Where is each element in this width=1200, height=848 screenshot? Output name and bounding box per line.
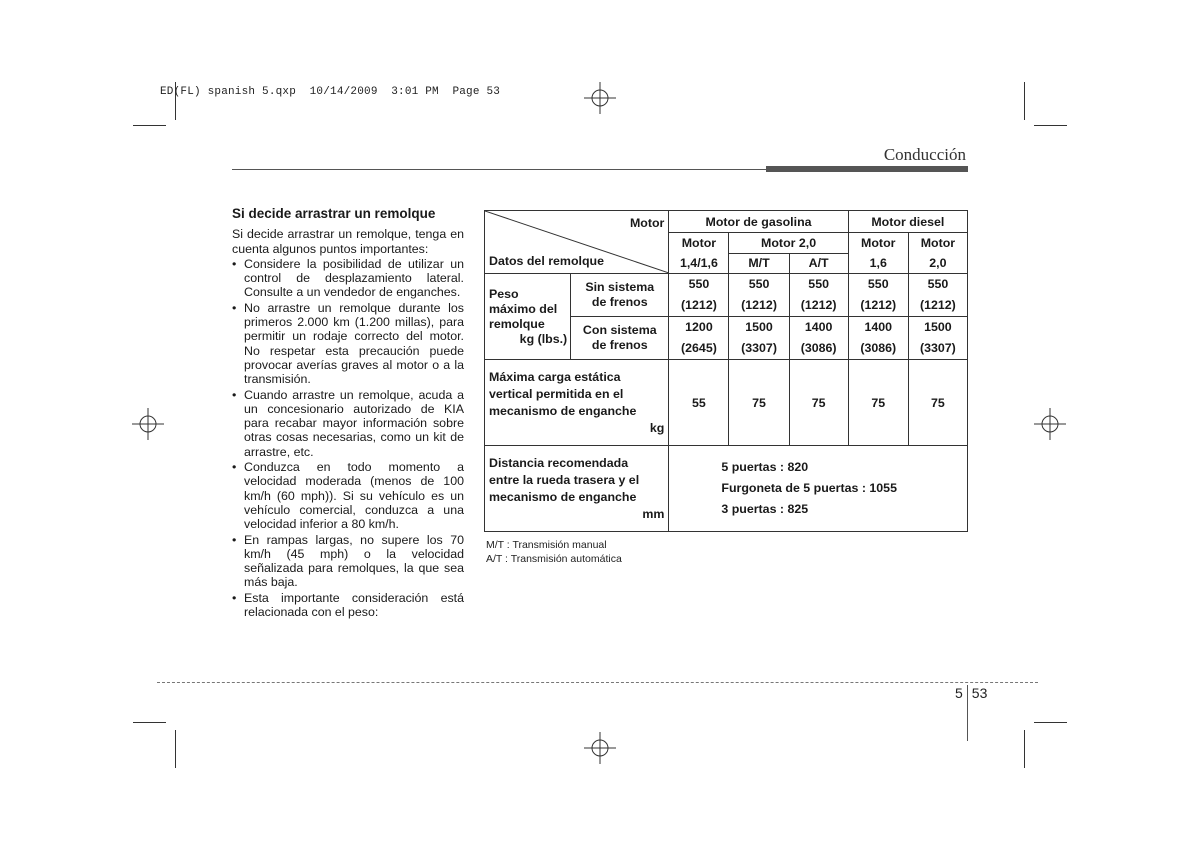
table-cell: 550 (1212): [729, 274, 789, 317]
table-cell: 1200 (2645): [669, 317, 729, 360]
table-cell: 1400 (3086): [848, 317, 908, 360]
chapter-number: 5: [955, 685, 963, 701]
table-cell: 1500 (3307): [729, 317, 789, 360]
crop-mark: [133, 722, 166, 723]
list-item: • Considere la posibilidad de utilizar un control de desplazamiento lateral. Consulte a un vendedor de enganches.: [232, 257, 464, 300]
motor-label: Motor: [861, 236, 896, 250]
footer-dotted-rule: [157, 682, 1038, 683]
table-cell: 550 (1212): [669, 274, 729, 317]
crop-mark: [133, 125, 166, 126]
table-cell: 550 (1212): [908, 274, 967, 317]
list-item: • Esta importante consideración está relacionada con el peso:: [232, 591, 464, 620]
crop-mark: [175, 730, 176, 768]
with-brakes-label: Con sistema de frenos: [571, 317, 669, 360]
distance-label: Distancia recomendada entre la rueda trasera y el mecanismo de enganche mm: [485, 446, 669, 532]
registration-mark-icon: [584, 732, 616, 764]
crop-mark: [1024, 730, 1025, 768]
table-cell: 75: [908, 360, 967, 446]
towing-bullet-list: [232, 257, 464, 619]
page-number: [955, 685, 987, 741]
motor-label: Motor: [920, 236, 956, 250]
at-header: A/T: [789, 253, 848, 274]
table-cell: 75: [848, 360, 908, 446]
registration-mark-icon: [1034, 408, 1066, 440]
diesel-header: Motor diesel: [848, 211, 967, 233]
table-cell: 75: [789, 360, 848, 446]
table-corner-cell: [485, 211, 669, 274]
table-cell: 1400 (3086): [789, 317, 848, 360]
table-cell: 1500 (3307): [908, 317, 967, 360]
motor-20-header: Motor 2,0: [729, 233, 848, 254]
list-item: • Conduzca en todo momento a velocidad moderada (menos de 100 km/h (60 mph)). Si su vehículo es un vehículo comercial, conduzca a una velocidad inferior a 80 km/h.: [232, 460, 464, 531]
table-cell: 75: [729, 360, 789, 446]
distance-values: 5 puertas : 820 Furgoneta de 5 puertas : 1055 3 puertas : 825: [669, 446, 968, 532]
registration-mark-icon: [132, 408, 164, 440]
static-load-label: Máxima carga estática vertical permitida en el mecanismo de enganche kg: [485, 360, 669, 446]
motor-label: Motor: [681, 236, 717, 250]
engine-size: 1,4/1,6: [679, 256, 718, 270]
crop-mark: [1034, 125, 1067, 126]
engine-size: 2,0: [929, 256, 947, 270]
engine-size: 1,6: [869, 256, 887, 270]
corner-trailer-label: Datos del remolque: [489, 254, 604, 268]
table-cell: 550 (1212): [789, 274, 848, 317]
page-number-divider: [967, 685, 968, 741]
registration-mark-icon: [584, 82, 616, 114]
max-weight-label: Peso máximo del remolque kg (lbs.): [485, 274, 571, 360]
without-brakes-label: Sin sistema de frenos: [571, 274, 669, 317]
crop-mark: [1034, 722, 1067, 723]
table-cell: 550 (1212): [848, 274, 908, 317]
gasoline-header: Motor de gasolina: [669, 211, 848, 233]
crop-mark: [1024, 82, 1025, 120]
corner-motor-label: Motor: [629, 216, 665, 230]
page-number-value: 53: [971, 685, 988, 701]
mt-header: M/T: [729, 253, 789, 274]
list-item: • No arrastre un remolque durante los primeros 2.000 km (1.200 millas), para permitir un rodaje correcto del motor. No respetar esta precaución puede provocar averías graves al motor o a la transmisión.: [232, 301, 464, 387]
diesel-16-header: [848, 233, 908, 274]
list-item: • Cuando arrastre un remolque, acuda a un concesionario autorizado de KIA para recabar mayor información sobre otras cosas necesarias, como un kit de arrastre, etc.: [232, 388, 464, 459]
towing-intro: Si decide arrastrar un remolque, tenga en cuenta algunos puntos importantes:: [232, 227, 464, 256]
footnote-at: A/T : Transmisión automática: [486, 553, 622, 565]
footnote-mt: M/T : Transmisión manual: [486, 539, 607, 551]
towing-text-column: [232, 207, 464, 619]
print-slug: ED(FL) spanish 5.qxp 10/14/2009 3:01 PM Page 53: [160, 86, 501, 98]
table-footnotes: [486, 538, 622, 566]
section-title: Conducción: [883, 145, 966, 164]
header-rule-accent: [766, 166, 968, 172]
diesel-20-header: [908, 233, 967, 274]
trailer-spec-table: [484, 210, 968, 532]
gas-14-header: [669, 233, 729, 274]
towing-heading: Si decide arrastrar un remolque: [232, 206, 436, 221]
table-cell: 55: [669, 360, 729, 446]
list-item: • En rampas largas, no supere los 70 km/h (45 mph) o la velocidad señalizada para remolques, la que sea más baja.: [232, 533, 464, 590]
